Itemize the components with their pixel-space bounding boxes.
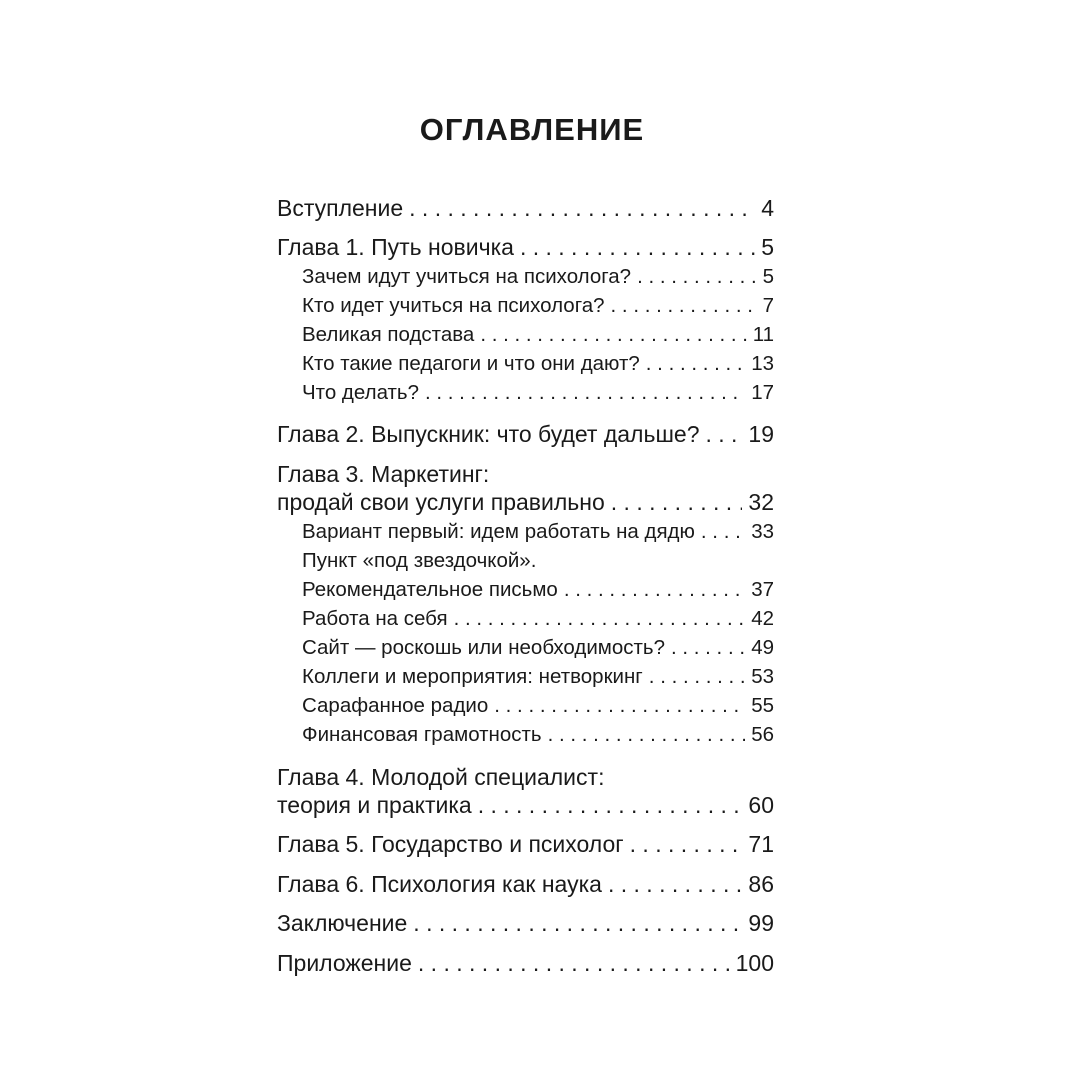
toc-leader-dots: [413, 912, 742, 935]
toc-page-number: 56: [751, 723, 774, 746]
toc-page-number: 99: [748, 910, 774, 936]
toc-label: Кто такие педагоги и что они дают?: [302, 352, 640, 375]
toc-chapter-3-title-line: Глава 3. Маркетинг:: [277, 461, 490, 487]
toc-chapter-4-title-line: Глава 4. Молодой специалист:: [277, 764, 605, 790]
toc-leader-dots: [425, 383, 745, 404]
toc-page-number: 55: [751, 694, 774, 717]
toc-page-number: 13: [751, 352, 774, 375]
toc-leader-dots: [671, 638, 745, 659]
toc-page-number: 33: [751, 520, 774, 543]
toc-leader-dots: [548, 725, 746, 746]
toc-entry-ch3-section-6: [302, 696, 774, 717]
toc-leader-dots: [608, 873, 742, 896]
toc-page-number: 49: [751, 636, 774, 659]
toc-label: продай свои услуги правильно: [277, 489, 605, 515]
toc-label: Зачем идут учиться на психолога?: [302, 265, 632, 288]
toc-page-number: 4: [761, 195, 774, 221]
toc-page-number: 7: [762, 294, 774, 317]
toc-entry-ch1-section-1: [302, 267, 774, 288]
toc-leader-dots: [705, 423, 742, 446]
toc-leader-dots: [520, 236, 755, 259]
toc-page-number: 5: [762, 265, 774, 288]
toc-leader-dots: [701, 522, 745, 543]
toc-leader-dots: [494, 696, 745, 717]
toc-leader-dots: [649, 667, 745, 688]
toc-entry-appendix: [277, 952, 774, 975]
toc-leader-dots: [564, 580, 745, 601]
toc-page-number: 11: [752, 323, 774, 346]
toc-leader-dots: [630, 833, 743, 856]
toc-label: Что делать?: [302, 381, 419, 404]
toc-page-number: 17: [751, 381, 774, 404]
page-title: ОГЛАВЛЕНИЕ: [419, 112, 645, 147]
toc-leader-dots: [611, 296, 757, 317]
toc-label: Глава 5. Государство и психолог: [277, 831, 624, 857]
toc-label: Заключение: [277, 910, 408, 936]
toc-page-number: 37: [751, 578, 774, 601]
toc-entry-chapter-1: [277, 236, 774, 259]
toc-page-number: 60: [748, 792, 774, 818]
toc-ch3-section-2-title-line: Пункт «под звездочкой».: [302, 549, 537, 572]
toc-entry-chapter-2: [277, 423, 774, 446]
toc-label: Работа на себя: [302, 607, 448, 630]
toc-entry-ch1-section-4: [302, 354, 774, 375]
toc-leader-dots: [454, 609, 746, 630]
toc-entry-ch3-section-7: [302, 725, 774, 746]
toc-leader-dots: [478, 794, 743, 817]
toc-label: Вариант первый: идем работать на дядю: [302, 520, 695, 543]
toc-label: Сарафанное радио: [302, 694, 489, 717]
toc-entry-chapter-3: [277, 491, 774, 514]
toc-page-number: 32: [748, 489, 774, 515]
toc-entry-ch1-section-3: [302, 325, 774, 346]
toc-label: Глава 2. Выпускник: что будет дальше?: [277, 421, 700, 447]
toc-label: Глава 6. Психология как наука: [277, 871, 602, 897]
toc-label: Кто идет учиться на психолога?: [302, 294, 605, 317]
toc-label: Вступление: [277, 195, 404, 221]
toc-label: Великая подстава: [302, 323, 475, 346]
toc-entry-ch3-section-5: [302, 667, 774, 688]
toc-entry-conclusion: [277, 912, 774, 935]
toc-entry-ch3-section-3: [302, 609, 774, 630]
toc-label: Приложение: [277, 950, 412, 976]
toc-entry-ch3-section-4: [302, 638, 774, 659]
toc-leader-dots: [418, 952, 730, 975]
toc-entry-chapter-6: [277, 873, 774, 896]
toc-label: Коллеги и мероприятия: нетворкинг: [302, 665, 643, 688]
toc-page-number: 100: [735, 950, 774, 976]
toc-page-number: 5: [761, 234, 774, 260]
toc-label: Рекомендательное письмо: [302, 578, 558, 601]
toc-leader-dots: [409, 197, 755, 220]
toc-page-number: 19: [748, 421, 774, 447]
toc-leader-dots: [611, 491, 743, 514]
toc-page-number: 86: [748, 871, 774, 897]
toc-leader-dots: [637, 267, 757, 288]
toc-label: Сайт — роскошь или необходимость?: [302, 636, 665, 659]
toc-page-number: 53: [751, 665, 774, 688]
toc-page-number: 42: [751, 607, 774, 630]
toc-leader-dots: [646, 354, 745, 375]
toc-entry-ch1-section-2: [302, 296, 774, 317]
toc-entry-ch3-section-2: [302, 580, 774, 601]
toc-entry-chapter-4: [277, 794, 774, 817]
toc-leader-dots: [480, 325, 746, 346]
toc-entry-chapter-5: [277, 833, 774, 856]
toc-label: Финансовая грамотность: [302, 723, 542, 746]
toc-entry-intro: [277, 197, 774, 220]
toc-label: Глава 1. Путь новичка: [277, 234, 514, 260]
toc-entry-ch3-section-1: [302, 522, 774, 543]
toc-label: теория и практика: [277, 792, 472, 818]
toc-page-number: 71: [748, 831, 774, 857]
toc-entry-ch1-section-5: [302, 383, 774, 404]
